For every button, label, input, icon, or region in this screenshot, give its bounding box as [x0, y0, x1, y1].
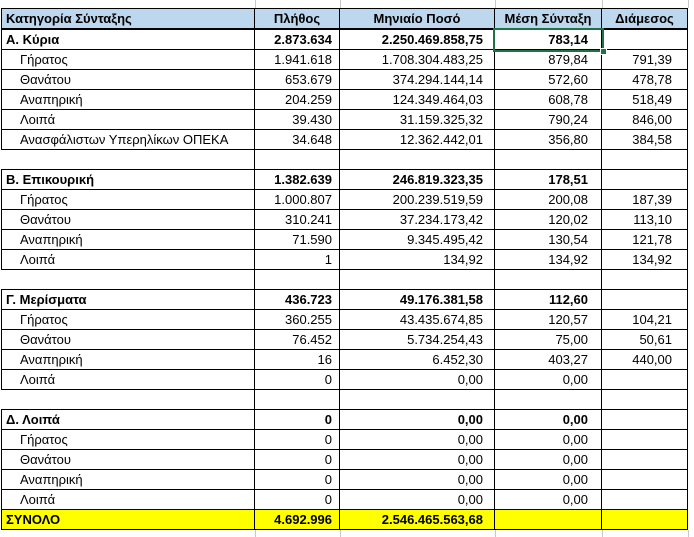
column-header-2[interactable]: Μηνιαίο Ποσό	[340, 8, 495, 30]
cell-median[interactable]	[602, 370, 688, 390]
cell-count[interactable]: 1	[255, 250, 340, 270]
row-category-label[interactable]: Δ. Λοιπά	[1, 410, 255, 430]
spacer-cell[interactable]	[495, 270, 602, 290]
cell-mean-pension[interactable]: 403,27	[495, 350, 602, 370]
cell-count[interactable]: 71.590	[255, 230, 340, 250]
cell-median[interactable]: 113,10	[602, 210, 688, 230]
row-category-label[interactable]: Θανάτου	[1, 450, 255, 470]
row-category-label[interactable]: Θανάτου	[1, 210, 255, 230]
cell-mean-pension[interactable]: 0,00	[495, 410, 602, 430]
cell-mean-pension[interactable]: 112,60	[495, 290, 602, 310]
row-category-label[interactable]: Λοιπά	[1, 370, 255, 390]
cell-monthly-amount[interactable]: 1.708.304.483,25	[340, 50, 495, 70]
cell-count[interactable]: 360.255	[255, 310, 340, 330]
cell-mean-pension[interactable]: 783,14	[495, 30, 602, 50]
sheet-gridline	[602, 0, 603, 8]
cell-mean-pension[interactable]: 178,51	[495, 170, 602, 190]
cell-monthly-amount[interactable]: 12.362.442,01	[340, 130, 495, 150]
cell-monthly-amount[interactable]: 6.452,30	[340, 350, 495, 370]
sheet-gridline	[602, 530, 603, 537]
row-category-label[interactable]: Θανάτου	[1, 70, 255, 90]
cell-median[interactable]: 518,49	[602, 90, 688, 110]
cell-count[interactable]: 0	[255, 450, 340, 470]
cell-mean-pension[interactable]: 75,00	[495, 330, 602, 350]
cell-median[interactable]: 478,78	[602, 70, 688, 90]
cell-median[interactable]: 50,61	[602, 330, 688, 350]
row-category-label[interactable]: Γήρατος	[1, 190, 255, 210]
cell-median[interactable]: 104,21	[602, 310, 688, 330]
cell-mean-pension[interactable]: 572,60	[495, 70, 602, 90]
cell-mean-pension[interactable]: 0,00	[495, 490, 602, 510]
sheet-gridline	[495, 0, 496, 8]
cell-monthly-amount[interactable]: 0,00	[340, 370, 495, 390]
cell-monthly-amount[interactable]: 124.349.464,03	[340, 90, 495, 110]
cell-median[interactable]	[602, 170, 688, 190]
cell-count[interactable]: 653.679	[255, 70, 340, 90]
row-category-label[interactable]: Λοιπά	[1, 490, 255, 510]
cell-count[interactable]: 0	[255, 470, 340, 490]
cell-median[interactable]	[602, 470, 688, 490]
cell-median[interactable]: 791,39	[602, 50, 688, 70]
cell-count[interactable]: 76.452	[255, 330, 340, 350]
fill-handle[interactable]	[600, 48, 607, 55]
row-category-label[interactable]: Β. Επικουρική	[1, 170, 255, 190]
row-category-label[interactable]: Γήρατος	[1, 50, 255, 70]
column-header-1[interactable]: Πλήθος	[255, 8, 340, 30]
cell-median[interactable]: 187,39	[602, 190, 688, 210]
spacer-cell[interactable]	[602, 150, 688, 170]
cell-monthly-amount[interactable]: 2.250.469.858,75	[340, 30, 495, 50]
sheet-gridline	[340, 530, 341, 537]
cell-count[interactable]: 39.430	[255, 110, 340, 130]
cell-monthly-amount[interactable]: 134,92	[340, 250, 495, 270]
row-category-label[interactable]: Λοιπά	[1, 250, 255, 270]
row-category-label[interactable]: Γ. Μερίσματα	[1, 290, 255, 310]
sheet-gridline	[688, 530, 689, 537]
spacer-cell[interactable]	[340, 270, 495, 290]
cell-median[interactable]	[602, 510, 688, 530]
cell-mean-pension[interactable]: 0,00	[495, 470, 602, 490]
sheet-gridline	[340, 0, 341, 8]
spacer-cell[interactable]	[1, 150, 255, 170]
row-category-label[interactable]: Θανάτου	[1, 330, 255, 350]
row-category-label[interactable]: Αναπηρική	[1, 470, 255, 490]
cell-count[interactable]: 16	[255, 350, 340, 370]
spacer-cell[interactable]	[255, 390, 340, 410]
cell-count[interactable]: 436.723	[255, 290, 340, 310]
cell-median[interactable]: 846,00	[602, 110, 688, 130]
spacer-cell[interactable]	[602, 390, 688, 410]
cell-mean-pension[interactable]: 879,84	[495, 50, 602, 70]
cell-count[interactable]: 1.941.618	[255, 50, 340, 70]
row-category-label[interactable]: ΣΥΝΟΛΟ	[1, 510, 255, 530]
column-header-0[interactable]: Κατηγορία Σύνταξης	[1, 8, 255, 30]
spacer-cell[interactable]	[602, 270, 688, 290]
cell-median[interactable]	[602, 450, 688, 470]
cell-median[interactable]	[602, 430, 688, 450]
cell-monthly-amount[interactable]: 0,00	[340, 470, 495, 490]
cell-count[interactable]: 34.648	[255, 130, 340, 150]
cell-monthly-amount[interactable]: 2.546.465.563,68	[340, 510, 495, 530]
cell-count[interactable]: 0	[255, 370, 340, 390]
cell-median[interactable]	[602, 490, 688, 510]
cell-monthly-amount[interactable]: 246.819.323,35	[340, 170, 495, 190]
cell-median[interactable]: 121,78	[602, 230, 688, 250]
spacer-cell[interactable]	[255, 270, 340, 290]
spacer-cell[interactable]	[255, 150, 340, 170]
spacer-cell[interactable]	[1, 390, 255, 410]
cell-count[interactable]: 310.241	[255, 210, 340, 230]
cell-count[interactable]: 0	[255, 410, 340, 430]
sheet-gridline	[495, 530, 496, 537]
cell-count[interactable]: 4.692.996	[255, 510, 340, 530]
cell-median[interactable]: 134,92	[602, 250, 688, 270]
cell-median[interactable]: 384,58	[602, 130, 688, 150]
cell-monthly-amount[interactable]: 37.234.173,42	[340, 210, 495, 230]
cell-monthly-amount[interactable]: 0,00	[340, 450, 495, 470]
row-category-label[interactable]: Ανασφάλιστων Υπερηλίκων ΟΠΕΚΑ	[1, 130, 255, 150]
cell-monthly-amount[interactable]: 31.159.325,32	[340, 110, 495, 130]
cell-median[interactable]	[602, 290, 688, 310]
sheet-gridline	[255, 0, 256, 8]
cell-count[interactable]: 0	[255, 430, 340, 450]
cell-monthly-amount[interactable]: 200.239.519,59	[340, 190, 495, 210]
column-header-4[interactable]: Διάμεσος	[602, 8, 688, 30]
gridline-strip-top	[0, 0, 694, 8]
cell-mean-pension[interactable]	[495, 510, 602, 530]
cell-count[interactable]: 0	[255, 490, 340, 510]
cell-mean-pension[interactable]: 120,02	[495, 210, 602, 230]
spacer-cell[interactable]	[1, 270, 255, 290]
row-category-label[interactable]: Α. Κύρια	[1, 30, 255, 50]
row-category-label[interactable]: Γήρατος	[1, 310, 255, 330]
cell-monthly-amount[interactable]: 0,00	[340, 490, 495, 510]
row-category-label[interactable]: Αναπηρική	[1, 350, 255, 370]
sheet-gridline	[688, 0, 689, 8]
cell-mean-pension[interactable]: 0,00	[495, 430, 602, 450]
cell-median[interactable]	[602, 410, 688, 430]
cell-monthly-amount[interactable]: 0,00	[340, 430, 495, 450]
cell-mean-pension[interactable]: 0,00	[495, 370, 602, 390]
cell-monthly-amount[interactable]: 9.345.495,42	[340, 230, 495, 250]
cell-count[interactable]: 1.000.807	[255, 190, 340, 210]
cell-count[interactable]: 1.382.639	[255, 170, 340, 190]
cell-monthly-amount[interactable]: 374.294.144,14	[340, 70, 495, 90]
row-category-label[interactable]: Αναπηρική	[1, 90, 255, 110]
cell-mean-pension[interactable]: 608,78	[495, 90, 602, 110]
cell-median[interactable]	[602, 30, 688, 50]
row-category-label[interactable]: Γήρατος	[1, 430, 255, 450]
cell-mean-pension[interactable]: 134,92	[495, 250, 602, 270]
spacer-cell[interactable]	[340, 390, 495, 410]
cell-mean-pension[interactable]: 200,08	[495, 190, 602, 210]
cell-mean-pension[interactable]: 0,00	[495, 450, 602, 470]
pension-table	[1, 8, 688, 530]
cell-count[interactable]: 204.259	[255, 90, 340, 110]
cell-monthly-amount[interactable]: 43.435.674,85	[340, 310, 495, 330]
cell-median[interactable]: 440,00	[602, 350, 688, 370]
cell-monthly-amount[interactable]: 49.176.381,58	[340, 290, 495, 310]
cell-mean-pension[interactable]: 130,54	[495, 230, 602, 250]
gridline-strip-bottom	[0, 530, 694, 537]
column-header-3[interactable]: Μέση Σύνταξη	[495, 8, 602, 30]
cell-monthly-amount[interactable]: 5.734.254,43	[340, 330, 495, 350]
cell-monthly-amount[interactable]: 0,00	[340, 410, 495, 430]
spacer-cell[interactable]	[340, 150, 495, 170]
spacer-cell[interactable]	[495, 390, 602, 410]
cell-mean-pension[interactable]: 120,57	[495, 310, 602, 330]
spacer-cell[interactable]	[495, 150, 602, 170]
cell-mean-pension[interactable]: 356,80	[495, 130, 602, 150]
row-category-label[interactable]: Λοιπά	[1, 110, 255, 130]
row-category-label[interactable]: Αναπηρική	[1, 230, 255, 250]
cell-mean-pension[interactable]: 790,24	[495, 110, 602, 130]
cell-count[interactable]: 2.873.634	[255, 30, 340, 50]
sheet-gridline	[255, 530, 256, 537]
